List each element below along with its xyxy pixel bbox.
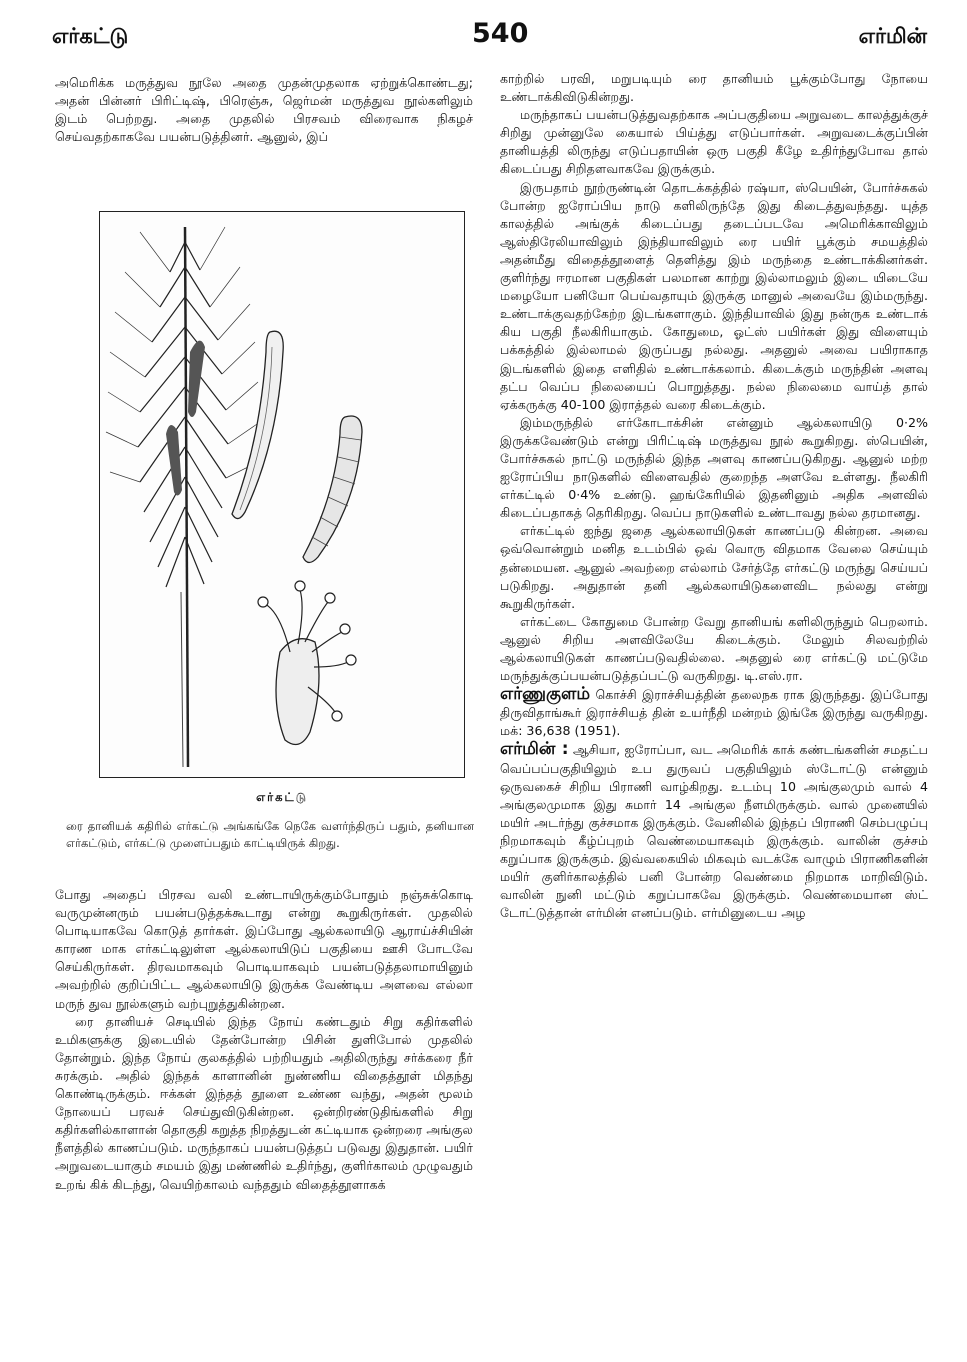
paragraph: மருந்தாகப் பயன்படுத்துவதற்காக அப்பகுதியை அறுவடை காலத்துக்குச் சிறிது முன்னுலே கையால் பிய்த்து எடுப்பார்கள். அறுவடைக்குப்பின் தானியத்தி லிருந்து எடுப்பதாயின் ஒரு பகுதி கீழே உதிர்ந்துபோவ தால் கிடைப்பது சிறிதளவாகவே இருக்கும். [500, 107, 928, 177]
right-column [500, 70, 928, 922]
paragraph: ரை தானியச் செடியில் இந்த நோய் கண்டதும் சிறு கதிர்களில் உமிகளுக்கு இடையில் தேன்போன்ற பிசின் துளிபோல் முதலில் தோன்றும். இந்த நோய் குலகத்தில் பற்றியதும் அதிலிருந்து சர்க்கரை நீர் சுரக்கும். அதில் இந்தக் காளானின் நுண்ணிய விதைத்தூள் மிதந்து கொண்டிருக்கும். ஈக்கள் இந்தத் தூளை உண்ண வந்து, அதன் மூலம் நோயைப் பரவச் செய்துவிடுகின்றன. ஒன்றிரண்டுதிங்களில் சிறு கதிர்களில்காளான் தொகுதி கறுத்த நிறத்துடன் கட்டியாக ஒன்றரை அங்குல நீளத்தில் காணப்படும். மருந்தாகப் பயன்படுத்தப் படுவது இதுதான். பயிர் அறுவடையாகும் சமயம் இது மண்ணில் உதிர்ந்து, குளிர்காலம் முழுவதும் உறங் கிக் கிடந்து, வெயிற்காலம் வந்ததும் விதைத்தூளாகக் [55, 1013, 473, 1192]
paragraph: போது அதைப் பிரசவ வலி உண்டாயிருக்கும்போதும் நஞ்சுக்கொடி வருமுன்னரும் பயன்படுத்தக்கூடாது என்று கூறுகிருர்கள். முதலில் பொடியாகவே கொடுத் தார்கள். இப்போது ஆல்கலாயிடு ஆராய்ச்சியின் காரண மாக எர்கட்டிலுள்ள ஆல்கலாயிடுப் பகுதியை ஊசி போடவே செய்கிருர்கள். திரவமாகவும் பொடியாகவும் பயன்படுத்தலாமாயினும் அவற்றில் குறிப்பிட்ட ஆல்கலாயிடு இருக்க வேண்டிய அளவை எல்லா மருந் துவ நூல்களும் வற்புறுத்துகின்றன. [55, 887, 473, 1011]
figure-caption: ரை தானியக் கதிரில் எர்கட்டு அங்கங்கே நெகே வளர்ந்திருப் பதும், தனியான எர்கட்டும், எர்கட்டு முளைப்பதும் காட்டியிருக் கிறது. [66, 819, 474, 850]
header-right-keyword: எர்மின் [858, 24, 927, 48]
paragraph: அமெரிக்க மருத்துவ நூலே அதை முதன்முதலாக ஏற்றுக்கொண்டது; அதன் பின்னர் பிரிட்டிஷ், பிரெஞ்சு, ஜெர்மன் மருத்துவ நூல்களிலும் இடம் பெற்றது. அதை முதலில் பிரசவம் விரைவாக நிகழச் செய்வதற்காகவே பயன்படுத்தினர். ஆனுல், இப் [55, 75, 473, 145]
left-column-bottom [55, 886, 473, 1194]
entry-ermine [500, 740, 928, 922]
entry-headword: எர்ணுகுளம் [500, 684, 591, 705]
left-column-top [55, 74, 473, 146]
page-header [52, 18, 927, 58]
header-left-keyword: எர்கட்டு [52, 24, 129, 48]
ergot-illustration [99, 211, 465, 778]
paragraph: இம்மருந்தில் எர்கோடாக்சின் என்னும் ஆல்கலாயிடு 0·2% இருக்கவேண்டும் என்று பிரிட்டிஷ் மருத்துவ நூல் கூறுகிறது. ஸ்பெயின், போர்ச்சுகல் நாட்டு மருந்தில் இந்த அளவு காணப்படுகிறது. ஆனுல் மற்ற ஐரோப்பிய நாடுகளில் விளைவதில் குறைந்த அளவே உள்ளது. நீலகிரி எர்கட்டில் 0·4% உண்டு. ஹங்கேரியில் இதனினும் அதிக அளவில் கிடைப்பதாகத் தெரிகிறது. வெப்ப நாடுகளில் உண்டாவது நல்ல தரமானது. [500, 414, 928, 521]
paragraph: எர்கட்டில் ஐந்து ஜதை ஆல்கலாயிடுகள் காணப்படு கின்றன. அவை ஒவ்வொன்றும் மனித உடம்பில் ஒவ் வொரு விதமாக வேலை செய்யும் தன்மையன. ஆனுல் அவற்றை எல்லாம் சேர்த்தே எர்கட்டு மருந்து செய்யப் படுகிறது. அதுதான் தனி ஆல்கலாயிடுகளைவிட நல்லது என்று கூறுகிருர்கள். [500, 523, 928, 611]
page-number: 540 [472, 18, 529, 49]
entry-text: ஆசியா, ஐரோப்பா, வட அமெரிக் காக் கண்டங்களின் சமதட்ப வெப்பப்பகுதியிலும் உப துருவப் பகுதியிலும் ஸ்டோட்டு என்னும் ஒருவகைச் சிறிய பிராணி வாழ்கிறது. உடம்பு 10 அங்குலமும் வால் 4 அங்குலமுமாக இது சுமார் 14 அங்குல நீளமிருக்கும். வால் முனையில் மயிர் அடர்ந்து குச்சமாக இருக்கும். வேனிலில் இந்தப் பிராணி செம்பழுப்பு நிறமாகவும் கீழ்ப்புறம் வெண்மையாகவும் இருக்கும். வாலின் குச்சம் கறுப்பாக இருக்கும். இவ்வகையில் மிகவும் வடக்கே வாழும் பிராணிகளின் மயிர் குளிர்காலத்தில் பனி போன்ற வெண்மை நிறமாக மாறிவிடும். வாலின் நுனி மட்டும் கறுப்பாகவே இருக்கும். வெண்மையான ஸ்ட் டோட்டுத்தான் எர்மின் எனப்படும். எர்மினுடைய அழ [500, 742, 928, 921]
paragraph: இருபதாம் நூற்ருண்டின் தொடக்கத்தில் ரஷ்யா, ஸ்பெயின், போர்ச்சுகல் போன்ற ஐரோப்பிய நாடு களிலிருந்தே இது கிடைத்துவந்தது. யுத்த காலத்தில் அங்குக் கிடைப்பது தடைப்படவே அமெரிக்காவிலும் ஆஸ்திரேலியாவிலும் இந்தியாவிலும் ரை பயிர் பூக்கும் சமயத்தில் அதன்மீது விதைத்தூளைத் தெளித்து இம் மருந்தை உண்டாக்கினர்கள். குளிர்ந்து ஈரமான பகுதிகள் பலமான காற்று இல்லாமலும் இடை யிடையே மழையோ பனியோ பெய்வதாயும் இருக்கு மானுல் அவையே இம்மருந்து. உண்டாக்குவதற்கேற்ற இடங்களாகும். இந்தியாவில் இது நன்ருக உண்டாக் கிய பகுதி நீலகிரியாகும். கோதுமை, ஓட்ஸ் பயிர்கள் இது விளையும் பக்கத்தில் இல்லாமல் இருப்பது நல்லது. அதனுல் அவை பயிராகாத இடங்களில் இதை எளிதில் உண்டாக்கலாம். கிடைக்கும் மருந்தின் அளவு தட்ப வெப்ப நிலையைப் பொறுத்தது. நல்ல நிலைமை வாய்த் தால் ஏக்கருக்கு 40-100 இராத்தல் வரை கிடைக்கும். [500, 179, 928, 412]
paragraph: எர்கட்டை கோதுமை போன்ற வேறு தானியங் களிலிருந்தும் பெறலாம். ஆனுல் சிறிய அளவிலேயே கிடைக்கும். மேலும் சிலவற்றில் ஆல்கலாயிடுகள் காணப்படுவதில்லை. அதனுல் ரை எர்கட்டு மட்டுமே மருந்துக்குப்பயன்படுத்தப்பட்டு வருகிறது. டி.எஸ்.ரா. [500, 613, 928, 684]
figure-title: எர்கட்டு [256, 790, 308, 804]
entry-ernakulam [500, 685, 928, 740]
entry-text: கொச்சி இராச்சியத்தின் தலைநக ராக இருந்தது. இப்போது திருவிதாங்கூர் இராச்சியத் தின் உயர்நீதி மன்றம் இங்கே இருந்து வருகிறது. மக்: 36,638 (1951). [500, 687, 928, 739]
rye-ergot-drawing-icon [100, 212, 464, 777]
entry-headword: எர்மின் : [500, 739, 569, 760]
paragraph: காற்றில் பரவி, மறுபடியும் ரை தானியம் பூக்கும்போது நோயை உண்டாக்கிவிடுகின்றது. [500, 71, 928, 105]
